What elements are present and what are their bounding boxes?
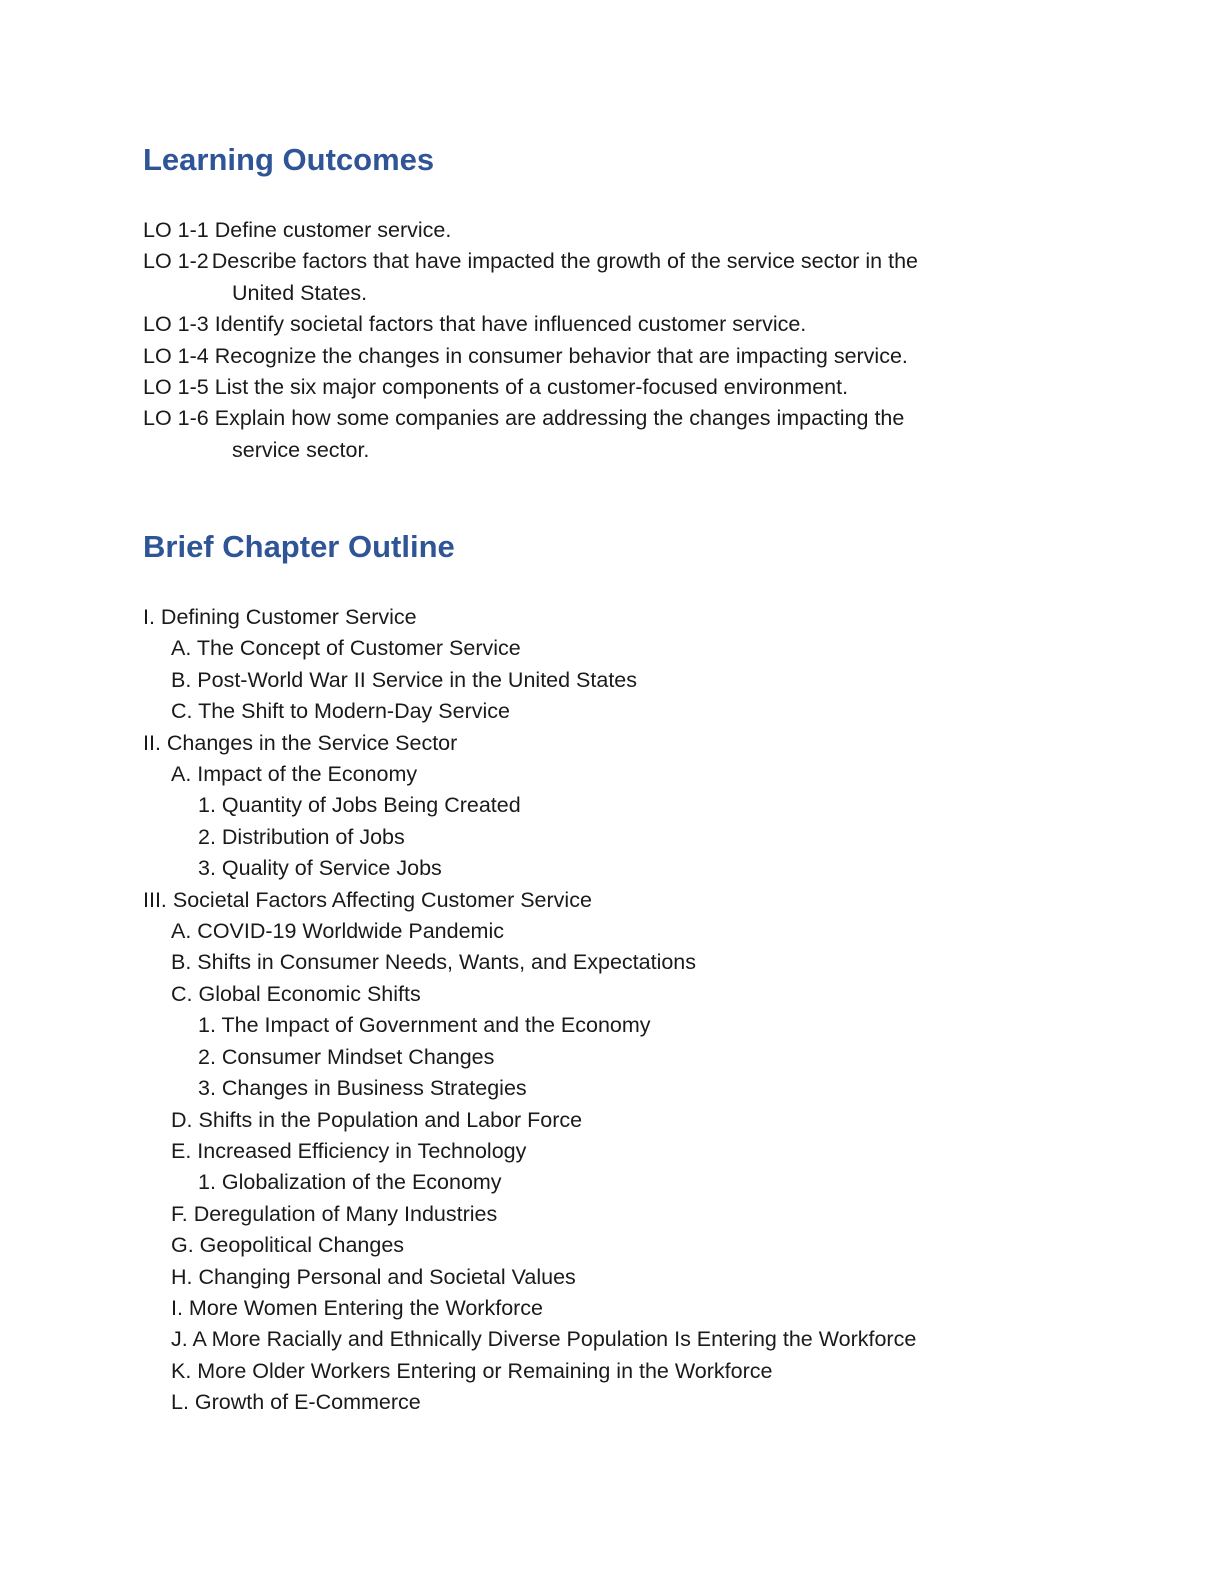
outline-item: B. Post-World War II Service in the United States — [171, 667, 638, 692]
learning-outcome-code: LO 1-2 — [143, 249, 209, 274]
outline-item: A. COVID-19 Worldwide Pandemic — [171, 919, 504, 944]
learning-outcomes-list — [143, 215, 918, 466]
outline-item: 1. Globalization of the Economy — [198, 1170, 502, 1195]
outline-item: C. The Shift to Modern-Day Service — [171, 699, 510, 724]
outline-item: D. Shifts in the Population and Labor Force — [171, 1107, 583, 1132]
learning-outcome-code: LO 1-6 — [143, 406, 209, 431]
outline-item: 2. Distribution of Jobs — [198, 824, 405, 849]
learning-outcome-item — [143, 341, 918, 372]
outline-item: I. More Women Entering the Workforce — [171, 1295, 544, 1320]
outline-item: 1. The Impact of Government and the Economy — [198, 1013, 651, 1038]
learning-outcome-text: Define customer service. — [214, 218, 452, 242]
learning-outcome-item — [143, 215, 918, 246]
outline-item: E. Increased Efficiency in Technology — [171, 1138, 527, 1163]
outline-item: 1. Quantity of Jobs Being Created — [198, 793, 521, 818]
learning-outcome-item — [143, 372, 918, 403]
outline-item: III. Societal Factors Affecting Customer Service — [143, 887, 592, 912]
learning-outcome-continuation: United States. — [232, 280, 368, 305]
outline-item: F. Deregulation of Many Industries — [171, 1201, 498, 1226]
outline-item: II. Changes in the Service Sector — [143, 730, 458, 755]
learning-outcome-text: Describe factors that have impacted the growth of the service sector in the — [211, 249, 919, 274]
learning-outcome-code: LO 1-5 — [143, 375, 209, 400]
chapter-outline-list — [143, 602, 916, 1419]
outline-item: A. Impact of the Economy — [171, 762, 418, 787]
outline-item: 2. Consumer Mindset Changes — [198, 1044, 495, 1069]
outline-item: C. Global Economic Shifts — [171, 981, 421, 1006]
outline-item: H. Changing Personal and Societal Values — [171, 1264, 576, 1289]
outline-item: A. The Concept of Customer Service — [171, 636, 521, 661]
learning-outcome-code: LO 1-3 — [143, 312, 209, 337]
outline-item: J. A More Racially and Ethnically Diverse Population Is Entering the Workforce — [171, 1327, 917, 1352]
outline-item: 3. Quality of Service Jobs — [198, 856, 442, 881]
outline-item: K. More Older Workers Entering or Remaining in the Workforce — [171, 1358, 773, 1383]
learning-outcomes-heading: Learning Outcomes — [143, 142, 435, 177]
learning-outcome-text: List the six major components of a customer-focused environment. — [214, 375, 849, 400]
learning-outcome-continuation: service sector. — [232, 437, 370, 462]
learning-outcome-text: Recognize the changes in consumer behavior that are impacting service. — [214, 343, 908, 368]
outline-item: 3. Changes in Business Strategies — [198, 1076, 527, 1101]
outline-item: B. Shifts in Consumer Needs, Wants, and Expectations — [171, 950, 697, 975]
learning-outcome-text: Explain how some companies are addressing the changes impacting the — [214, 406, 905, 431]
chapter-outline-heading: Brief Chapter Outline — [143, 529, 455, 564]
outline-item: L. Growth of E-Commerce — [171, 1390, 421, 1415]
learning-outcome-item — [143, 309, 918, 340]
learning-outcome-code: LO 1-4 — [143, 343, 209, 368]
learning-outcome-text: Identify societal factors that have influenced customer service. — [214, 312, 807, 337]
learning-outcome-item — [143, 403, 918, 466]
learning-outcome-code: LO 1-1 — [143, 218, 209, 242]
learning-outcome-item — [143, 246, 918, 309]
outline-item: G. Geopolitical Changes — [171, 1233, 405, 1258]
outline-item: I. Defining Customer Service — [143, 605, 417, 629]
